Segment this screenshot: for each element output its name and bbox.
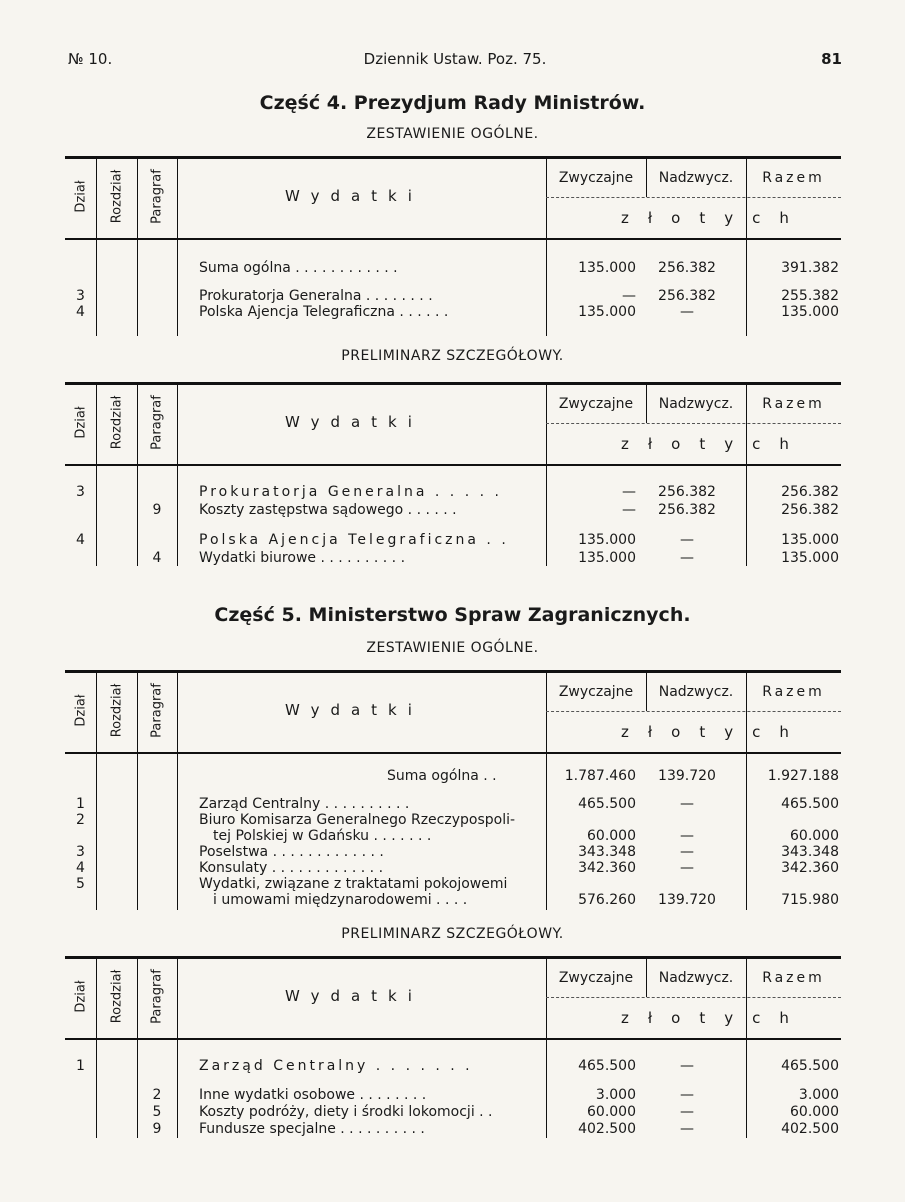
part5-detail-label: PRELIMINARZ SZCZEGÓŁOWY.: [341, 926, 564, 942]
part4-title: Część 4. Prezydjum Rady Ministrów.: [259, 92, 646, 114]
razem-value: 715.980: [781, 892, 839, 908]
expense-name: Zarząd Centralny . . . . . . . . . .: [199, 796, 410, 812]
paragraf-number: 9: [152, 502, 162, 518]
dzial-number: 3: [76, 484, 85, 500]
dzial-number: 4: [76, 860, 85, 876]
razem-value: 135.000: [781, 532, 839, 548]
zwyczajne-value: 135.000: [578, 532, 636, 548]
zwyczajne-header: Zwyczajne: [558, 684, 634, 700]
zwyczajne-value: 60.000: [587, 828, 636, 844]
zwyczajne-value: 343.348: [578, 844, 636, 860]
rozdzial-header: Rozdział: [109, 969, 124, 1024]
zlotych-header: złotych: [621, 435, 808, 453]
zwyczajne-value: 465.500: [578, 796, 636, 812]
nadzwycz-header: Nadzwycz.: [658, 684, 734, 700]
dzial-header: Dział: [73, 980, 88, 1013]
nadzwycz-value: 256.382: [658, 502, 716, 518]
column-rule: [177, 958, 178, 1138]
part5-detail-table: [65, 956, 841, 1138]
razem-value: 3.000: [798, 1087, 839, 1103]
rozdzial-header: Rozdział: [109, 683, 124, 738]
wydatki-header: Wydatki: [285, 187, 423, 205]
razem-value: 343.348: [781, 844, 839, 860]
column-rule: [96, 384, 97, 566]
razem-value: 465.500: [781, 1058, 839, 1074]
nadzwycz-value: —: [680, 1058, 694, 1074]
expense-name: Koszty podróży, diety i środki lokomocji . .: [199, 1104, 493, 1120]
column-rule: [137, 672, 138, 910]
part5-summary-label: ZESTAWIENIE OGÓLNE.: [366, 640, 539, 656]
nadzwycz-value: —: [680, 796, 694, 812]
paragraf-number: 5: [152, 1104, 162, 1120]
column-rule: [177, 672, 178, 910]
page-header: [68, 50, 842, 72]
razem-value: 135.000: [781, 304, 839, 320]
razem-value: 256.382: [781, 484, 839, 500]
part4-summary-table: [65, 156, 841, 336]
part5-summary-table: [65, 670, 841, 910]
part4-summary-label: ZESTAWIENIE OGÓLNE.: [366, 126, 539, 142]
nadzwycz-header: Nadzwycz.: [658, 396, 734, 412]
grand-total-razem: 1.927.188: [767, 768, 839, 784]
dzial-number: 4: [76, 304, 85, 320]
column-rule: [137, 158, 138, 336]
dzial-number: 5: [76, 876, 85, 892]
paragraf-number: 9: [152, 1121, 162, 1137]
zwyczajne-value: —: [622, 288, 636, 304]
header-bottom-rule: [65, 238, 841, 240]
column-rule: [96, 958, 97, 1138]
zlotych-header: złotych: [621, 209, 808, 227]
razem-value: 60.000: [790, 1104, 839, 1120]
nadzwycz-value: —: [680, 550, 694, 566]
money-header-rule: [546, 997, 841, 998]
nadzwycz-header: Nadzwycz.: [658, 970, 734, 986]
expense-name: Prokuratorja Generalna . . . . .: [199, 484, 502, 500]
zwyczajne-header: Zwyczajne: [558, 970, 634, 986]
zlotych-header: złotych: [621, 723, 808, 741]
razem-value: 402.500: [781, 1121, 839, 1137]
nadzwycz-value: 256.382: [658, 484, 716, 500]
nadzwycz-value: —: [680, 1121, 694, 1137]
column-rule: [96, 158, 97, 336]
dzial-number: 4: [76, 532, 85, 548]
zwyczajne-header: Zwyczajne: [558, 170, 634, 186]
nadzwycz-value: 256.382: [658, 260, 716, 276]
zwyczajne-value: 3.000: [595, 1087, 636, 1103]
money-header-rule: [546, 711, 841, 712]
razem-value: 256.382: [781, 502, 839, 518]
part5-title: Część 5. Ministerstwo Spraw Zagranicznych.: [214, 604, 691, 626]
zwyczajne-value: —: [622, 484, 636, 500]
dzial-number: 3: [76, 844, 85, 860]
rozdzial-header: Rozdział: [109, 169, 124, 224]
nadzwycz-header: Nadzwycz.: [658, 170, 734, 186]
razem-header: Razem: [762, 396, 825, 412]
razem-header: Razem: [762, 170, 825, 186]
paragraf-header: Paragraf: [149, 683, 165, 738]
issue-number: № 10.: [68, 50, 113, 68]
zwyczajne-value: 60.000: [587, 1104, 636, 1120]
razem-value: 60.000: [790, 828, 839, 844]
grand-total-zwyczajne: 1.787.460: [564, 768, 636, 784]
expense-name: Inne wydatki osobowe . . . . . . . .: [199, 1087, 427, 1103]
column-rule: [177, 384, 178, 566]
razem-value: 342.360: [781, 860, 839, 876]
wydatki-header: Wydatki: [285, 413, 423, 431]
table-top-rule: [65, 382, 841, 385]
zwyczajne-value: 135.000: [578, 550, 636, 566]
part4-detail-label: PRELIMINARZ SZCZEGÓŁOWY.: [341, 348, 564, 364]
nadzwycz-value: —: [680, 828, 694, 844]
nadzwycz-value: —: [680, 1104, 694, 1120]
razem-header: Razem: [762, 684, 825, 700]
razem-value: 135.000: [781, 550, 839, 566]
column-rule: [137, 384, 138, 566]
zwyczajne-value: 576.260: [578, 892, 636, 908]
dzial-number: 3: [76, 288, 85, 304]
expense-name: Wydatki biurowe . . . . . . . . . .: [199, 550, 406, 566]
paragraf-number: 2: [152, 1087, 162, 1103]
paragraf-header: Paragraf: [149, 395, 165, 450]
zwyczajne-value: —: [622, 502, 636, 518]
expense-name: Poselstwa . . . . . . . . . . . . .: [199, 844, 384, 860]
grand-total-label: Suma ogólna . .: [387, 768, 497, 784]
column-rule: [177, 158, 178, 336]
nadzwycz-value: 256.382: [658, 288, 716, 304]
nadzwycz-value: —: [680, 532, 694, 548]
nadzwycz-value: —: [680, 1087, 694, 1103]
razem-header: Razem: [762, 970, 825, 986]
expense-name: Prokuratorja Generalna . . . . . . . .: [199, 288, 433, 304]
dzial-number: 2: [76, 812, 85, 828]
part4-detail-table: [65, 382, 841, 566]
rozdzial-header: Rozdział: [109, 395, 124, 450]
paragraf-header: Paragraf: [149, 169, 165, 224]
expense-name: i umowami międzynarodowemi . . . .: [213, 892, 468, 908]
table-top-rule: [65, 956, 841, 959]
razem-value: 465.500: [781, 796, 839, 812]
expense-name: Konsulaty . . . . . . . . . . . . .: [199, 860, 384, 876]
header-bottom-rule: [65, 752, 841, 754]
dzial-header: Dział: [73, 694, 88, 727]
money-header-rule: [546, 423, 841, 424]
dzial-number: 1: [76, 796, 85, 812]
money-header-rule: [546, 197, 841, 198]
expense-name: Wydatki, związane z traktatami pokojowemi: [199, 876, 508, 892]
razem-value: 391.382: [781, 260, 839, 276]
wydatki-header: Wydatki: [285, 987, 423, 1005]
table-top-rule: [65, 156, 841, 159]
wydatki-header: Wydatki: [285, 701, 423, 719]
nadzwycz-value: 139.720: [658, 892, 716, 908]
nadzwycz-value: —: [680, 860, 694, 876]
column-rule: [96, 672, 97, 910]
dzial-number: 1: [76, 1058, 85, 1074]
zwyczajne-value: 465.500: [578, 1058, 636, 1074]
nadzwycz-value: —: [680, 304, 694, 320]
expense-name: Biuro Komisarza Generalnego Rzeczypospoli-: [199, 812, 516, 828]
zwyczajne-header: Zwyczajne: [558, 396, 634, 412]
expense-name: Koszty zastępstwa sądowego . . . . . .: [199, 502, 457, 518]
header-bottom-rule: [65, 464, 841, 466]
zwyczajne-value: 135.000: [578, 260, 636, 276]
paragraf-number: 4: [152, 550, 162, 566]
paragraf-header: Paragraf: [149, 969, 165, 1024]
dzial-header: Dział: [73, 180, 88, 213]
zlotych-header: złotych: [621, 1009, 808, 1027]
expense-name: Zarząd Centralny . . . . . . .: [199, 1058, 473, 1074]
grand-total-nadzwycz: 139.720: [658, 768, 716, 784]
zwyczajne-value: 135.000: [578, 304, 636, 320]
header-bottom-rule: [65, 1038, 841, 1040]
nadzwycz-value: —: [680, 844, 694, 860]
journal-title: Dziennik Ustaw. Poz. 75.: [363, 50, 547, 68]
expense-name: Polska Ajencja Telegraficzna . . . . . .: [199, 304, 449, 320]
table-top-rule: [65, 670, 841, 673]
zwyczajne-value: 342.360: [578, 860, 636, 876]
expense-name: Suma ogólna . . . . . . . . . . . .: [199, 260, 398, 276]
razem-value: 255.382: [781, 288, 839, 304]
zwyczajne-value: 402.500: [578, 1121, 636, 1137]
expense-name: tej Polskiej w Gdańsku . . . . . . .: [213, 828, 432, 844]
dzial-header: Dział: [73, 406, 88, 439]
expense-name: Fundusze specjalne . . . . . . . . . .: [199, 1121, 425, 1137]
page-number: 81: [821, 50, 842, 68]
expense-name: Polska Ajencja Telegraficzna . .: [199, 532, 509, 548]
